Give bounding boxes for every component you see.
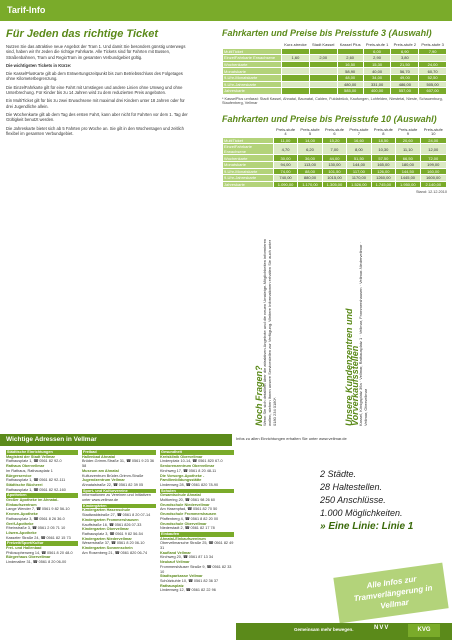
fare-cell xyxy=(282,88,310,95)
fare-cell xyxy=(282,81,310,88)
table-row xyxy=(223,68,447,75)
row-label: Monatskarte xyxy=(223,68,282,75)
fare-cell: 20,60 xyxy=(396,137,420,144)
address-detail: Frommershäuser Straße 9, ☎ 0561 82 33 10 xyxy=(160,564,232,574)
fare-cell: 49,00 xyxy=(391,74,419,81)
address-name: Kreisklinik Obervellmar xyxy=(160,454,203,459)
address-detail: Lindenweg 28, ☎ 0561 820 78-90 xyxy=(160,482,219,487)
fare-cell: 740,00 xyxy=(273,175,297,182)
address-detail: Rathausplatz 1, ☎ 0561 82 92-160 xyxy=(6,487,66,492)
row-label: Wochenkarte xyxy=(223,155,274,162)
address-detail: Moltkering 20, ☎ 0561 98 26 60 xyxy=(160,498,215,503)
address-detail: Lange Wender 7, ☎ 0561 9 82 56-10 xyxy=(6,507,70,512)
category-heading: Gesundheit xyxy=(160,450,234,455)
fare-cell: 1.745,00 xyxy=(371,181,395,188)
address-detail: Kauffstraße 16, ☎ 0561 826 07-33 xyxy=(82,522,142,527)
addresses-header xyxy=(0,434,232,446)
fare-cell: 52,50 xyxy=(419,74,447,81)
top-bar xyxy=(0,0,452,21)
row-label: Jahreskarte xyxy=(223,181,274,188)
column-header: Preis-stufe 1 xyxy=(363,42,391,49)
address-detail: Kulturzentrum Brüder-Grimm-Straße xyxy=(82,473,144,478)
stops-text: Kassel, Königsplatz 36a · Vellmar, Rathausplatz 1 · Vellmar, Frommershausen · Vellmar-Niedervellmar · Vellmar, Obervellmar xyxy=(358,242,368,426)
badge-text: Alle Infos zur Tramverlängerung in Vellmar xyxy=(353,574,434,611)
address-name: Rathaus Obervellmar xyxy=(6,464,45,469)
intro-paragraph: Die KasselPlusKarte gilt ab dem Entwertungszeitpunkt bis zum Betriebsschluss des Folgetages ohne Kilometerbegrenzung. xyxy=(6,71,183,82)
address-name: Grundschule Obervellmar xyxy=(160,521,207,526)
header-title: Tarif-Info xyxy=(7,5,46,15)
address-name: Großer Apotheke im Ahnatal-Einkaufszentrum xyxy=(6,498,59,507)
column-header: Preis-stufe 6 xyxy=(322,127,346,137)
fare-cell: 180,00 xyxy=(396,161,420,168)
fare-cell xyxy=(337,48,363,55)
column-header: Preis-stufe 5 xyxy=(298,127,322,137)
fare-cell: 2,60 xyxy=(337,55,363,62)
fare-section xyxy=(222,28,447,195)
row-label: 9-Uhr-Monatskarte xyxy=(223,74,282,81)
address-name: Frei- und Hallenbad xyxy=(6,546,42,551)
fare-cell: 2.140,00 xyxy=(420,181,446,188)
fare-cell: 11,00 xyxy=(273,137,297,144)
nvv-logo: NVV xyxy=(374,625,390,631)
fare-cell: 1.526,00 xyxy=(347,181,371,188)
fare-cell: 7,00 xyxy=(322,144,346,155)
kvg-logo: KVG xyxy=(408,624,440,637)
fare-cell: 7,90 xyxy=(419,48,447,55)
address-detail: Brüder-Grimm-Straße 31, ☎ 0561 9 23 36 58 xyxy=(82,459,155,469)
fare-cell: 585,00 xyxy=(337,88,363,95)
fare-cell xyxy=(282,61,310,68)
fare-cell: 1.090,00 xyxy=(273,181,297,188)
fare-cell xyxy=(282,68,310,75)
row-label: 9-Uhr-Jahreskarte xyxy=(223,81,282,88)
fare-cell: 24,00 xyxy=(420,137,446,144)
category-heading: Apotheken xyxy=(6,493,78,498)
fare-cell: 1.170,00 xyxy=(298,181,322,188)
category-heading: Freizeit/Sport/Kultur xyxy=(6,541,78,546)
table-row xyxy=(223,137,447,144)
category-heading: Schulen xyxy=(160,489,234,494)
address-name: Kindergarten Obervellmar xyxy=(82,527,129,532)
row-label: EinzelFahrkarte Erwachsene xyxy=(223,144,274,155)
column-header: Preis-stufe 4 xyxy=(273,127,297,137)
fare-cell: 6,00 xyxy=(363,48,391,55)
header-cell xyxy=(223,42,282,49)
column-header: Preis-stufe 8 xyxy=(371,127,395,137)
fare-cell: 117,00 xyxy=(347,168,371,175)
address-detail: Kirchweg 20, ☎ 0561 87 13 34 xyxy=(160,555,214,560)
table-row xyxy=(223,161,447,168)
fare-cell: 607,00 xyxy=(419,88,447,95)
fare-table-1-title: Fahrkarten und Preise bis Preisstufe 3 (Auswahl) xyxy=(222,28,432,38)
info-panel xyxy=(234,226,446,426)
address-name: Neukauf Vellmar xyxy=(160,560,190,565)
fare-cell: 30,00 xyxy=(273,155,297,162)
address-name: Stadtsparkasse Vellmar xyxy=(160,574,203,579)
fare-cell: 58,90 xyxy=(337,68,363,75)
fare-cell: 1445,00 xyxy=(396,175,420,182)
fare-cell: 88,00 xyxy=(298,168,322,175)
intro-heading: Für Jeden das richtige Ticket xyxy=(6,28,159,40)
table-row xyxy=(223,181,447,188)
address-detail: Rheinstraße 3, ☎ 0561 2 05 71 10 xyxy=(6,526,66,531)
fare-cell: 15,20 xyxy=(322,137,346,144)
fare-cell xyxy=(309,74,337,81)
table-row xyxy=(223,175,447,182)
address-name: Ahnatal-Einkaufszentrum xyxy=(160,536,206,541)
fare-cell: 480,00 xyxy=(337,81,363,88)
fare-cell: 18,50 xyxy=(371,137,395,144)
address-name: Kindergarten Frommershausen xyxy=(82,517,139,522)
address-name: Jugendzentrum Vellmar xyxy=(82,478,125,483)
fare-cell xyxy=(419,55,447,62)
fare-cell: 2,90 xyxy=(363,55,391,62)
fare-cell xyxy=(309,61,337,68)
intro-paragraph: Nutzen Sie das attraktive neue Angebot der Tram 1. Und damit Sie besonders günstig unterwegs sind, haben wir Ihr Jeden die richtige Fahrkarte. Alle Tickets sind für Fahrten mit Bussen, Straßenbahnen, Tram und RegioTram im gesamten Verbundgebiet gültig. xyxy=(6,44,186,60)
slogan-line: Eine Linie: Linie 1 xyxy=(328,521,414,532)
fare-cell: 56,70 xyxy=(391,68,419,75)
address-name: Die Vorsorge-Apotheke - Familienbildungsstätte xyxy=(160,473,205,483)
fare-cell: 113,00 xyxy=(298,161,322,168)
fare-cell: 1170,00 xyxy=(347,175,371,182)
fare-cell: 34,00 xyxy=(363,74,391,81)
address-name: Seniorenzentrum Obervellmar xyxy=(160,464,215,469)
column-header: Preis-stufe 3 xyxy=(419,42,447,49)
column-header: Preis-stufe 2 xyxy=(391,42,419,49)
fare-cell: 2,00 xyxy=(309,55,337,62)
address-detail: Im Rathaus, Rathausplatz 1 xyxy=(6,468,53,473)
fare-cell: 130,00 xyxy=(322,161,346,168)
category-heading: Freibad xyxy=(82,450,156,455)
column-header: Preis-stufe 10 xyxy=(420,127,446,137)
column-header: Preis-stufe 9 xyxy=(396,127,420,137)
fare-cell: 101,50 xyxy=(322,168,346,175)
address-detail: Lindenweg 12, ☎ 0561 82 22 96 xyxy=(160,588,216,593)
fare-cell xyxy=(282,48,310,55)
fare-cell: 1015,00 xyxy=(322,175,346,182)
category-heading: Städtische Einrichtungen xyxy=(6,450,78,455)
addresses-column-3 xyxy=(160,449,234,593)
fare-cell: 16,50 xyxy=(337,61,363,68)
address-detail: Rathausplatz 3, ☎ 0561 8 26 36-0 xyxy=(6,516,65,521)
stops-title: Unsere Kundenzentren und Vorverkaufsstellen xyxy=(344,308,360,426)
intro-paragraph: Die wichtigsten Tickets in Kürze: xyxy=(6,62,72,68)
table-row xyxy=(223,81,447,88)
category-heading: Sport- und Kulturvereine xyxy=(82,489,156,494)
address-detail: Kirchweg 17, ☎ 0561 8 20 48-11 xyxy=(160,468,217,473)
fare-cell: 24,00 xyxy=(419,61,447,68)
fare-cell: 60,70 xyxy=(419,68,447,75)
fare-cell: 14,00 xyxy=(298,137,322,144)
fare-cell: 557,00 xyxy=(391,88,419,95)
intro-paragraph: Die Jahreskarte bietet sich ab 5 Fahrten pro Woche an. Sie gilt in den Wochentagen und zeitlich flexibel im gesamten Verbundgebiet. xyxy=(6,125,184,136)
addresses-column-2 xyxy=(82,449,156,555)
address-name: Magistrat der Stadt Vellmar xyxy=(6,454,55,459)
table-row xyxy=(223,55,447,62)
fare-cell: 66,50 xyxy=(396,155,420,162)
address-detail: Lindenplatz 10-14, ☎ 0561 820 67-0 xyxy=(160,459,223,464)
row-label: MultiTicket xyxy=(223,48,282,55)
address-name: Greif-Apotheke xyxy=(6,521,34,526)
slogan-line: 250 Anschlüsse. xyxy=(320,495,386,505)
fare-cell: 72,00 xyxy=(420,155,446,162)
address-name: Hallenbad Ahnatal xyxy=(82,454,115,459)
column-header: Stadt Kassel xyxy=(309,42,337,49)
table-row xyxy=(223,168,447,175)
address-name: Rathausplatz xyxy=(160,583,184,588)
fare-cell: 160,00 xyxy=(420,168,446,175)
table-row xyxy=(223,61,447,68)
fare-cell: 199,00 xyxy=(420,161,446,168)
address-detail: Schützkuhle 10, ☎ 0561 82 36 37 xyxy=(160,578,219,583)
stand-date: Stand: 12.12.2010 xyxy=(415,190,447,195)
fare-cell: 1.950,00 xyxy=(396,181,420,188)
row-label: Monatskarte xyxy=(223,161,274,168)
address-detail: Niederstadt 2, ☎ 0561 82 17 78 xyxy=(160,526,215,531)
intro-section xyxy=(6,28,188,139)
fare-cell: 486,00 xyxy=(391,81,419,88)
table-row xyxy=(223,144,447,155)
fare-cell: 1260,00 xyxy=(371,175,395,182)
table-row xyxy=(223,48,447,55)
address-name: Löwen-Apotheke xyxy=(6,530,37,535)
question-text: Wenn Sie sich detailliert über die attraktiven Angebote und die neuen Umsteige-Möglichkeiten informieren wollen, stehen Ihnen unsere Servicestellen zur Verfügung. Weitere Informationen erhalten Sie auch unter 0180 234 0180*. xyxy=(262,238,277,426)
fare-cell: 505,00 xyxy=(419,81,447,88)
slogan-line: 1.000 Möglichkeiten. xyxy=(320,508,403,518)
intro-paragraph: Die Wochenkarte gilt ab dem Tag des ersten Fahrt, kann aber nicht für Fahrten vor dem 1. Tag der Gültigkeit benutzt werden. xyxy=(6,111,188,123)
fare-cell: 21,50 xyxy=(391,61,419,68)
fare-cell: 15,30 xyxy=(363,61,391,68)
address-name: Museum am Ahnatal xyxy=(82,468,119,473)
address-detail: Kasseler Straße 24, ☎ 0561 82 15 73 xyxy=(6,535,71,540)
address-detail: Weserstraße 37, ☎ 0561 8 20 06-10 xyxy=(82,541,145,546)
fare-cell: 126,00 xyxy=(371,168,395,175)
address-name: Grundschule Niedervellmar xyxy=(160,502,210,507)
fare-cell: 12,00 xyxy=(420,144,446,155)
fare-cell: 48,00 xyxy=(337,74,363,81)
row-label: EinzelFahrkarte Erwachsene xyxy=(223,55,282,62)
row-label: 9-Uhr-Jahreskarte xyxy=(223,175,274,182)
fare-cell: 1,60 xyxy=(282,55,310,62)
address-detail: Rathausplatz 1, ☎ 0561 82 92-111 xyxy=(6,478,66,483)
address-name: Gesamtschule Ahnatal xyxy=(160,493,201,498)
row-label: Jahreskarte xyxy=(223,88,282,95)
address-name: Bürgerhaus Obervellmar xyxy=(6,555,51,560)
fare-cell: 4,70 xyxy=(273,144,297,155)
column-header: Preis-stufe 7 xyxy=(347,127,371,137)
fare-cell xyxy=(309,68,337,75)
addresses-column-1 xyxy=(6,449,78,565)
address-detail: Informationen zu Vereinen und Initiativen unter www.vellmar.de xyxy=(82,493,151,503)
address-detail: Philosophenweg 14, ☎ 0561 8 20 48-0 xyxy=(6,550,73,555)
row-label: MultiTicket xyxy=(223,137,274,144)
footer-slogan: Gemeinsam mehr bewegen. xyxy=(294,627,354,632)
address-name: Grundschule Frommershausen xyxy=(160,512,217,517)
address-detail: Rathausplatz 1, ☎ 0561 82 92-0 xyxy=(6,459,62,464)
table-row xyxy=(223,74,447,81)
slogan-line: 2 Städte. xyxy=(320,469,357,479)
address-name: Kindergarten Niedervellmar xyxy=(82,536,132,541)
fare-cell: 36,00 xyxy=(298,155,322,162)
question-block xyxy=(256,236,336,426)
slogan-block xyxy=(320,468,448,533)
fare-cell: 74,00 xyxy=(273,168,297,175)
slogan-accent: » Eine Linie: Linie 1 xyxy=(320,521,414,532)
fare-cell: 6,20 xyxy=(298,144,322,155)
address-name: Städtische Bücherei xyxy=(6,482,43,487)
address-detail: Rathausplatz 3, ☎ 0561 9 82 56-54 xyxy=(82,531,143,536)
address-name: Kaufland Vellmar xyxy=(160,550,191,555)
fare-note: * KasselPlus umfasst: Stadt Kassel, Ahnatal, Baunatal, Calden, Fuldabrück, Kaufungen, Lohfelden, Niestetal, Nieste, Schauenburg, Staufenberg, Vellmar xyxy=(222,96,443,106)
row-label: 9-Uhr-Monatskarte xyxy=(223,168,274,175)
address-detail: Obervellmarsche Straße 25, ☎ 0561 82 49 31 xyxy=(160,541,234,551)
column-header: Kassel Plus xyxy=(337,42,363,49)
fare-cell: 165,00 xyxy=(371,161,395,168)
table-row xyxy=(223,155,447,162)
question-heading: Noch Fragen? xyxy=(254,365,264,426)
fare-cell: 144,50 xyxy=(396,168,420,175)
fare-cell: 1.305,00 xyxy=(322,181,346,188)
address-name: Bürgerservice xyxy=(6,473,32,478)
fare-cell: 400,00 xyxy=(363,88,391,95)
address-name: Kindergarten Hasenschule xyxy=(82,508,131,513)
fare-cell xyxy=(309,81,337,88)
category-heading: Einkaufen xyxy=(160,532,234,537)
fare-cell: 40,00 xyxy=(363,68,391,75)
fare-cell: 144,00 xyxy=(347,161,371,168)
address-name: Kronen-Apotheke xyxy=(6,512,38,517)
address-detail: Ahnatalstraße 22, ☎ 0561 82 39 05 xyxy=(82,482,144,487)
fare-cell: 880,00 xyxy=(298,175,322,182)
header-cell xyxy=(223,127,274,137)
fare-cell: 57,50 xyxy=(371,155,395,162)
fare-cell: 1600,00 xyxy=(420,175,446,182)
address-detail: Pfaffenberg 4, ☎ 0561 8 82 20 00 xyxy=(160,516,219,521)
stops-block xyxy=(346,236,436,426)
fare-cell: 94,00 xyxy=(273,161,297,168)
fare-cell xyxy=(309,88,337,95)
fare-cell xyxy=(309,48,337,55)
address-name: Kindergarten Sonnenschein xyxy=(82,546,133,551)
fare-cell: 16,60 xyxy=(347,137,371,144)
fare-cell: 8,00 xyxy=(347,144,371,155)
address-detail: Am Rosenberg 21, ☎ 0561 820 06-74 xyxy=(82,550,148,555)
slogan-line: 28 Haltestellen. xyxy=(320,482,383,492)
table-row xyxy=(223,88,447,95)
category-heading: Kindergärten xyxy=(82,504,156,509)
row-label: Wochenkarte xyxy=(223,61,282,68)
fare-cell: 44,00 xyxy=(322,155,346,162)
fare-cell xyxy=(282,74,310,81)
fare-table-2-title: Fahrkarten und Preise bis Preisstufe 10 (Auswahl) xyxy=(222,113,437,124)
intro-paragraph: Ein MultiTicket gilt für bis zu zwei Erwachsene mit maximal drei Kindern unter 18 Jahren oder für drei Jugendliche allein. xyxy=(6,98,185,109)
fare-table-1 xyxy=(222,41,447,95)
address-detail: Lindenallee 31, ☎ 0561 8 20 06-00 xyxy=(6,560,67,565)
fare-cell: 6,90 xyxy=(391,48,419,55)
column-header: Kurz-strecke xyxy=(282,42,310,49)
fare-cell: 3,80 xyxy=(391,55,419,62)
intro-paragraph: Die EinzelFahrkarte gilt für eine Fahrt mit Umstiegen und andere Linien ohne Umweg und ohne Unterbrechung. Für Kinder bis zu 14 Jahren wird zu dem reduzierten Preis angeboten. xyxy=(6,84,183,96)
fare-cell: 51,50 xyxy=(347,155,371,162)
address-detail: Stadtwaldstraße 27, ☎ 0561 8 20 07-14 xyxy=(82,513,151,518)
addresses-subtitle: Infos zu allen Einrichtungen erhalten Sie unter www.vellmar.de xyxy=(236,436,347,441)
fare-cell: 11,10 xyxy=(396,144,420,155)
address-detail: Am Hasenpfad, ☎ 0561 82 70 50 xyxy=(160,507,218,512)
fare-cell: 331,00 xyxy=(363,81,391,88)
addresses-title: Wichtige Adressen in Vellmar xyxy=(6,436,97,443)
fare-cell: 10,30 xyxy=(371,144,395,155)
fare-table-2 xyxy=(222,127,447,188)
